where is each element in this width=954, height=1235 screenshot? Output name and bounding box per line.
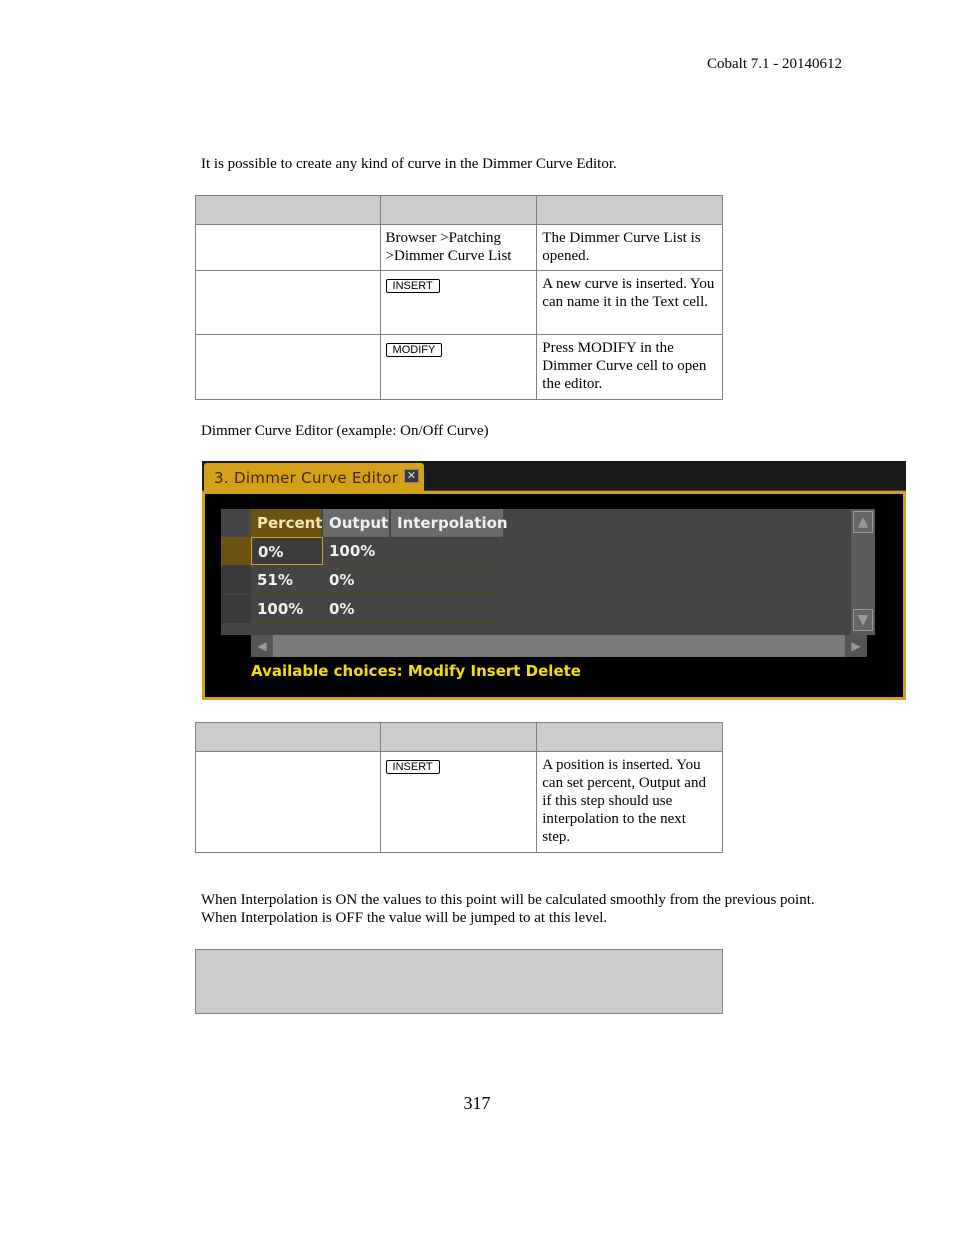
step-result: A new curve is inserted. You can name it in the Text cell. (537, 271, 723, 335)
figure-caption: Dimmer Curve Editor (example: On/Off Curve) (201, 423, 489, 439)
vertical-scrollbar[interactable] (851, 509, 875, 635)
table-row (196, 752, 723, 853)
steps-table-1 (195, 195, 723, 400)
available-choices-text: Available choices: Modify Insert Delete (251, 662, 581, 680)
table-header-row (196, 723, 723, 752)
step-result: The Dimmer Curve List is opened. (537, 225, 723, 271)
table-row (196, 335, 723, 400)
row-marker (221, 566, 251, 594)
output-cell[interactable]: 100% (323, 537, 503, 565)
step-result: Press MODIFY in the Dimmer Curve cell to open the editor. (537, 335, 723, 400)
insert-key: INSERT (386, 279, 440, 293)
output-cell[interactable]: 0% (323, 566, 503, 594)
tab-dimmer-curve-editor[interactable]: 3. Dimmer Curve Editor (204, 463, 424, 493)
curve-grid (221, 509, 867, 635)
step-result: A position is inserted. You can set percent, Output and if this step should use interpolation to the next step. (537, 752, 723, 853)
column-header-interpolation[interactable]: Interpolation (391, 509, 503, 537)
table-row (196, 225, 723, 271)
column-header-percent[interactable]: Percent (251, 509, 321, 537)
intro-paragraph: It is possible to create any kind of curve in the Dimmer Curve Editor. (201, 156, 617, 172)
column-header-output[interactable]: Output (323, 509, 389, 537)
row-marker (221, 595, 251, 623)
percent-cell[interactable]: 100% (251, 595, 323, 623)
close-icon[interactable]: ✕ (404, 469, 419, 483)
table-header-row (196, 196, 723, 225)
document-version-header: Cobalt 7.1 - 20140612 (707, 56, 842, 72)
modify-key: MODIFY (386, 343, 443, 357)
output-cell[interactable]: 0% (323, 595, 503, 623)
scroll-left-icon[interactable]: ◀ (251, 635, 273, 657)
page-number: 317 (463, 1093, 491, 1113)
percent-cell[interactable]: 51% (251, 566, 323, 594)
scroll-down-icon[interactable]: ▼ (853, 609, 873, 631)
interpolation-off-text: When Interpolation is OFF the value will be jumped to at this level. (201, 910, 608, 926)
menu-path: Browser >Patching >Dimmer Curve List (380, 225, 537, 271)
table-row (196, 271, 723, 335)
steps-table-2 (195, 722, 723, 853)
insert-key: INSERT (386, 760, 440, 774)
interpolation-on-text: When Interpolation is ON the values to this point will be calculated smoothly from the previous point. (201, 892, 815, 908)
horizontal-scrollbar[interactable] (251, 635, 867, 657)
percent-cell[interactable]: 0% (251, 537, 323, 565)
dimmer-curve-editor-screenshot (202, 461, 906, 700)
editor-frame (202, 491, 906, 700)
note-box (195, 949, 723, 1014)
scroll-right-icon[interactable]: ▶ (845, 635, 867, 657)
row-marker (221, 537, 251, 565)
scroll-up-icon[interactable]: ▲ (853, 511, 873, 533)
